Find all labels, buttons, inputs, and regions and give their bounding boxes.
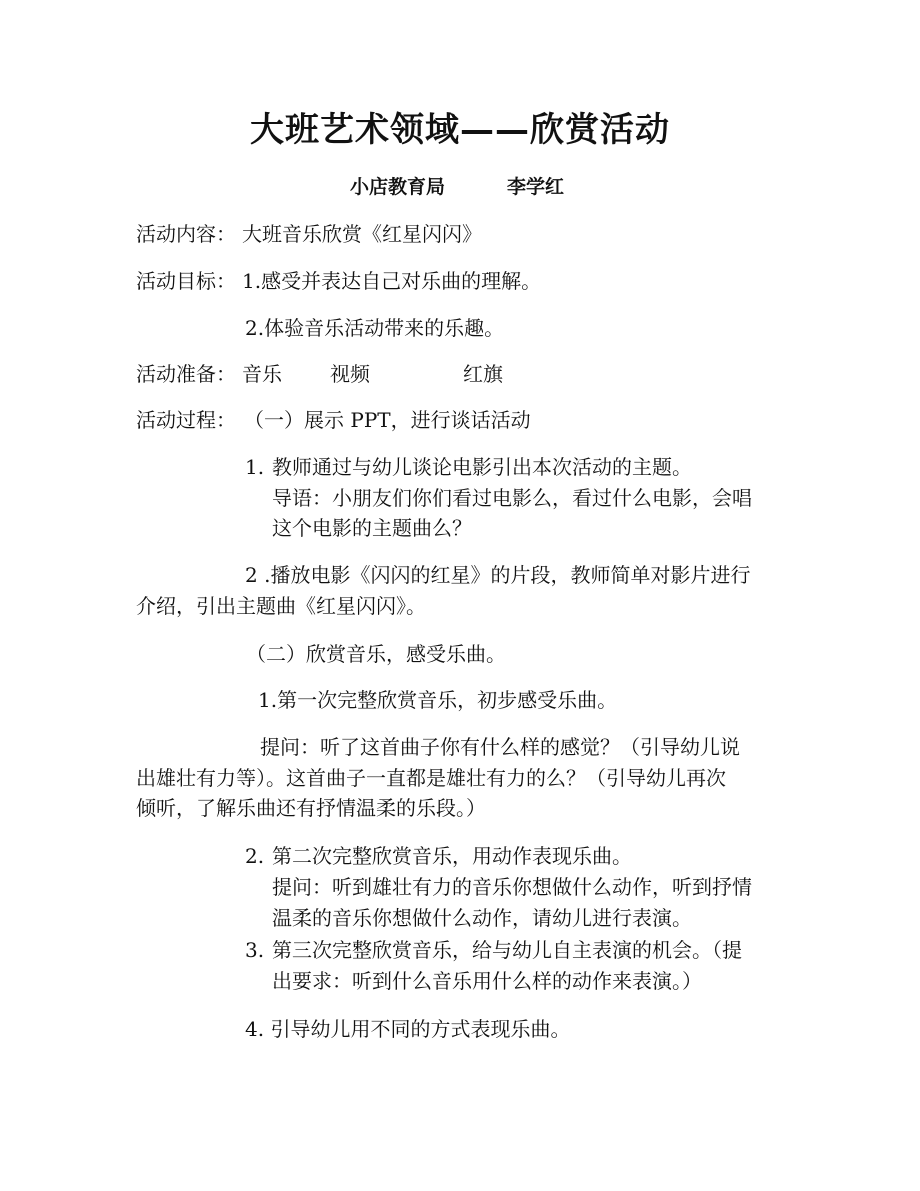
part2-step3-number: 3. xyxy=(245,938,265,962)
part2-question-line-1: 提问：听了这首曲子你有什么样的感觉？（引导幼儿说 xyxy=(260,735,740,759)
step2-line-2: 介绍，引出主题曲《红星闪闪》。 xyxy=(136,594,426,618)
part2-step2-number: 2. xyxy=(245,844,265,868)
step2-line-1: 2 .播放电影《闪闪的红星》的片段，教师简单对影片进行 xyxy=(245,563,751,587)
goal-item-2: 2.体验音乐活动带来的乐趣。 xyxy=(245,316,505,340)
part2-heading: （二）欣赏音乐，感受乐曲。 xyxy=(246,642,506,666)
part2-step2-text: 第二次完整欣赏音乐，用动作表现乐曲。 xyxy=(272,844,632,868)
part2-step4: 4. 引导幼儿用不同的方式表现乐曲。 xyxy=(245,1017,571,1041)
part1-heading: （一）展示 PPT，进行谈话活动 xyxy=(244,408,531,432)
part2-step3-line-2: 出要求：听到什么音乐用什么样的动作来表演。） xyxy=(272,969,702,993)
step1-number: 1. xyxy=(245,455,265,479)
part2-question-line-3: 倾听，了解乐曲还有抒情温柔的乐段。） xyxy=(136,796,486,820)
part2-step2-question-line-1: 提问：听到雄壮有力的音乐你想做什么动作，听到抒情 xyxy=(272,875,752,899)
part2-step1: 1.第一次完整欣赏音乐，初步感受乐曲。 xyxy=(258,688,618,712)
process-label: 活动过程： xyxy=(136,408,236,432)
step1-guide-line-2: 这个电影的主题曲么？ xyxy=(272,516,472,540)
part2-step3-line-1: 第三次完整欣赏音乐，给与幼儿自主表演的机会。（提 xyxy=(272,938,742,962)
author-org: 小店教育局 xyxy=(350,176,446,198)
goals-label: 活动目标： xyxy=(136,269,236,293)
goal-item-1: 1.感受并表达自己对乐曲的理解。 xyxy=(242,269,542,293)
document-title: 大班艺术领域——欣赏活动 xyxy=(250,110,670,150)
content-label: 活动内容： xyxy=(136,222,236,246)
content-text: 大班音乐欣赏《红星闪闪》 xyxy=(242,222,482,246)
prep-item-video: 视频 xyxy=(330,362,370,386)
step1-guide-line-1: 导语：小朋友们你们看过电影么，看过什么电影，会唱 xyxy=(272,486,752,510)
prep-item-music: 音乐 xyxy=(242,362,282,386)
prep-label: 活动准备： xyxy=(136,362,236,386)
part2-question-line-2: 出雄壮有力等）。这首曲子一直都是雄壮有力的么？（引导幼儿再次 xyxy=(136,766,726,790)
step1-text: 教师通过与幼儿谈论电影引出本次活动的主题。 xyxy=(272,455,692,479)
author-name: 李学红 xyxy=(507,176,565,198)
part2-step2-question-line-2: 温柔的音乐你想做什么动作，请幼儿进行表演。 xyxy=(272,906,692,930)
prep-item-flag: 红旗 xyxy=(463,362,503,386)
